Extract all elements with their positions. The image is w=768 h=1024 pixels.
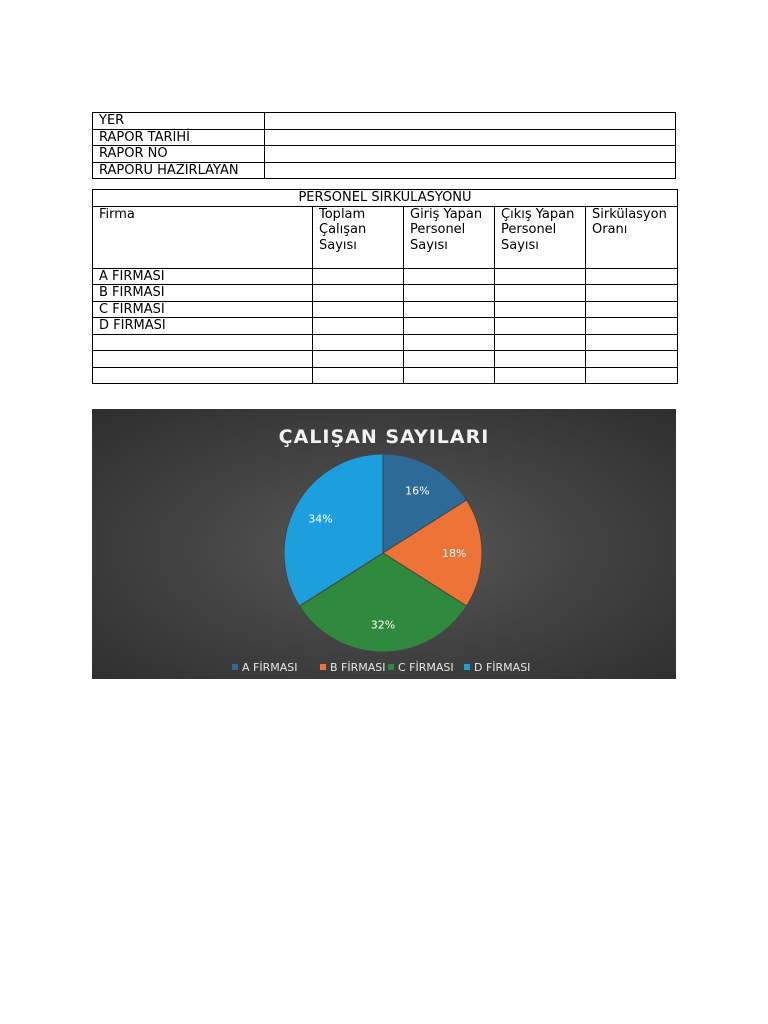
value-cell[interactable] bbox=[404, 351, 495, 368]
value-cell[interactable] bbox=[495, 367, 586, 384]
firma-cell: B FIRMASI bbox=[93, 285, 313, 302]
firma-cell bbox=[93, 334, 313, 351]
header-cell-oran: Sirkülasyon Oranı bbox=[586, 206, 678, 268]
value-cell[interactable] bbox=[495, 334, 586, 351]
info-row bbox=[93, 146, 676, 163]
value-cell[interactable] bbox=[586, 334, 678, 351]
value-cell[interactable] bbox=[404, 367, 495, 384]
value-cell[interactable] bbox=[586, 367, 678, 384]
table-row bbox=[93, 351, 678, 368]
slice-data-label: 16% bbox=[405, 484, 430, 498]
info-label: RAPOR NO bbox=[93, 146, 265, 163]
header-cell-toplam: Toplam Çalışan Sayısı bbox=[313, 206, 404, 268]
value-cell[interactable] bbox=[313, 334, 404, 351]
value-cell[interactable] bbox=[586, 268, 678, 285]
value-cell[interactable] bbox=[313, 268, 404, 285]
table-title: PERSONEL SIRKULASYONU bbox=[93, 190, 678, 207]
value-cell[interactable] bbox=[404, 268, 495, 285]
chart-svg bbox=[92, 409, 676, 679]
info-value[interactable] bbox=[265, 113, 676, 130]
slice-data-label: 34% bbox=[308, 512, 333, 526]
table-row bbox=[93, 367, 678, 384]
info-value[interactable] bbox=[265, 162, 676, 179]
header-cell-cikis: Çıkış Yapan Personel Sayısı bbox=[495, 206, 586, 268]
legend-label: B FİRMASI bbox=[330, 661, 386, 674]
employee-count-pie-chart bbox=[92, 409, 676, 679]
legend-swatch bbox=[388, 664, 394, 670]
header-cell-giris: Giriş Yapan Personel Sayısı bbox=[404, 206, 495, 268]
chart-title: ÇALIŞAN SAYILARI bbox=[278, 426, 490, 448]
value-cell[interactable] bbox=[495, 301, 586, 318]
info-row bbox=[93, 113, 676, 130]
value-cell[interactable] bbox=[495, 268, 586, 285]
value-cell[interactable] bbox=[313, 318, 404, 335]
info-label: YER bbox=[93, 113, 265, 130]
value-cell[interactable] bbox=[586, 318, 678, 335]
firma-cell bbox=[93, 367, 313, 384]
table-row bbox=[93, 285, 678, 302]
value-cell[interactable] bbox=[495, 318, 586, 335]
value-cell[interactable] bbox=[313, 351, 404, 368]
slice-data-label: 18% bbox=[442, 547, 467, 560]
info-value[interactable] bbox=[265, 129, 676, 146]
slice-data-label: 32% bbox=[370, 618, 396, 632]
legend-swatch bbox=[464, 664, 470, 670]
info-label: RAPOR TARİHİ bbox=[93, 129, 265, 146]
header-row bbox=[93, 206, 678, 268]
table-row bbox=[93, 318, 678, 335]
legend-swatch bbox=[320, 664, 326, 670]
firma-cell: A FIRMASI bbox=[93, 268, 313, 285]
value-cell[interactable] bbox=[404, 334, 495, 351]
value-cell[interactable] bbox=[404, 285, 495, 302]
report-info-table bbox=[92, 112, 676, 179]
table-row bbox=[93, 334, 678, 351]
table-row bbox=[93, 268, 678, 285]
value-cell[interactable] bbox=[404, 318, 495, 335]
firma-cell: D FİRMASI bbox=[93, 318, 313, 335]
legend-label: C FİRMASI bbox=[398, 661, 454, 674]
firma-cell: C FIRMASI bbox=[93, 301, 313, 318]
value-cell[interactable] bbox=[313, 301, 404, 318]
table-row bbox=[93, 301, 678, 318]
value-cell[interactable] bbox=[313, 285, 404, 302]
header-cell-firma: Firma bbox=[93, 206, 313, 268]
info-value[interactable] bbox=[265, 146, 676, 163]
legend-label: A FİRMASI bbox=[242, 661, 298, 674]
info-row bbox=[93, 162, 676, 179]
personnel-circulation-table bbox=[92, 189, 678, 384]
value-cell[interactable] bbox=[586, 351, 678, 368]
info-row bbox=[93, 129, 676, 146]
legend-swatch bbox=[232, 664, 238, 670]
value-cell[interactable] bbox=[586, 301, 678, 318]
info-label: RAPORU HAZIRLAYAN bbox=[93, 162, 265, 179]
value-cell[interactable] bbox=[404, 301, 495, 318]
legend-label: D FİRMASI bbox=[474, 661, 531, 674]
value-cell[interactable] bbox=[495, 285, 586, 302]
value-cell[interactable] bbox=[495, 351, 586, 368]
value-cell[interactable] bbox=[586, 285, 678, 302]
value-cell[interactable] bbox=[313, 367, 404, 384]
firma-cell bbox=[93, 351, 313, 368]
